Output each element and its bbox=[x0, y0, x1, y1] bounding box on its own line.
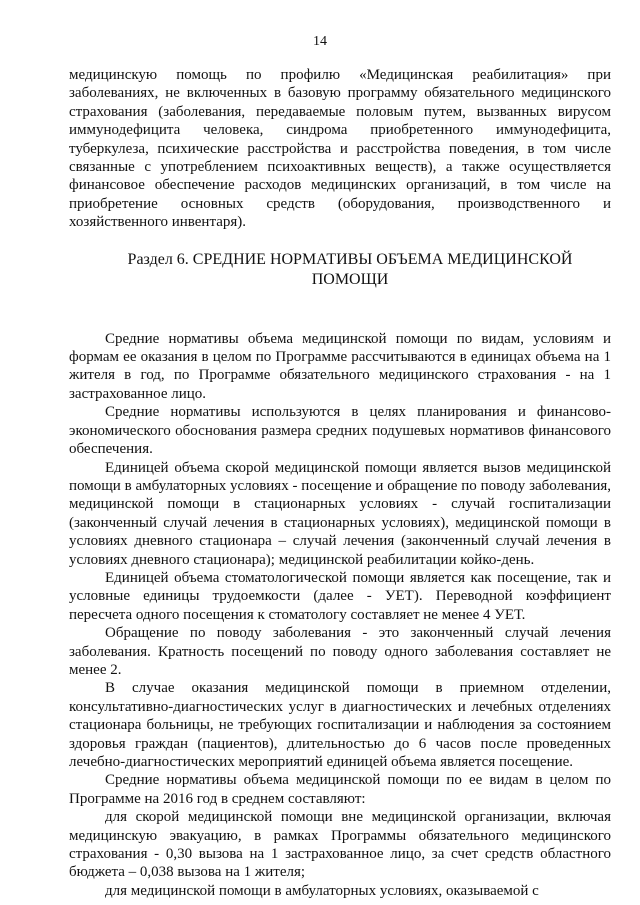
paragraph-continuation: медицинскую помощь по профилю «Медицинская реабилитация» при заболеваниях, не включенных в базовую программу обязательного медицинского страхования (заболевания, передаваемые половым путем, вызванных вирусом иммунодефицита человека, синдрома приобретенного иммунодефицита, туберкулеза, психические расстройства и расстройства поведения, в том числе связанные с употреблением психоактивных веществ), а также осуществляется финансовое обеспечение расходов медицинских организаций, в том числе на приобретение основных средств (оборудования, производственного и хозяйственного инвентаря). bbox=[69, 67, 611, 231]
paragraph: для скорой медицинской помощи вне медицинской организации, включая медицинскую эвакуацию, в рамках Программы обязательного медицинского страхования - 0,30 вызова на 1 застрахованное лицо, за счет средств областного бюджета – 0,038 вызова на 1 жителя; bbox=[69, 809, 611, 881]
section-heading: Раздел 6. СРЕДНИЕ НОРМАТИВЫ ОБЪЕМА МЕДИЦИНСКОЙ ПОМОЩИ bbox=[127, 250, 573, 288]
paragraph: Обращение по поводу заболевания - это законченный случай лечения заболевания. Кратность посещений по поводу одного заболевания составляет не менее 2. bbox=[69, 625, 611, 678]
paragraph: для медицинской помощи в амбулаторных условиях, оказываемой с bbox=[105, 882, 539, 899]
paragraph: Средние нормативы используются в целях планирования и финансово-экономического обоснования размера средних подушевых нормативов финансового обеспечения. bbox=[69, 404, 611, 458]
paragraph: В случае оказания медицинской помощи в приемном отделении, консультативно-диагностических услуг в диагностических и лечебных отделениях стационара больницы, не требующих госпитализации и наблюдения за состоянием здоровья граждан (пациентов), длительностью до 6 часов после проведенных лечебно-диагностических мероприятий единицей объема является посещение. bbox=[69, 680, 611, 770]
page-number: 14 bbox=[313, 34, 327, 49]
paragraph: Единицей объема стоматологической помощи является как посещение, так и условные единицы трудоемкости (далее - УЕТ). Переводной коэффициент пересчета одного посещения к стоматологу составляет не менее 4 УЕТ. bbox=[69, 569, 611, 623]
paragraph: Средние нормативы объема медицинской помощи по видам, условиям и формам ее оказания в целом по Программе рассчитываются в единицах объема на 1 жителя в год, по Программе обязательного медицинского страхования - на 1 застрахованное лицо. bbox=[69, 330, 611, 402]
document-body bbox=[69, 66, 611, 900]
paragraph: Средние нормативы объема медицинской помощи по ее видам в целом по Программе на 2016 год в среднем составляют: bbox=[69, 772, 611, 807]
paragraph: Единицей объема скорой медицинской помощи является вызов медицинской помощи в амбулаторных условиях - посещение и обращение по поводу заболевания, медицинской помощи в стационарных условиях - случай госпитализации (законченный случай лечения в стационарных условиях), медицинской помощи в условиях дневного стационара – случай лечения (законченный случай лечения в условиях дневного стационара); медицинской реабилитации койко-день. bbox=[69, 459, 611, 568]
